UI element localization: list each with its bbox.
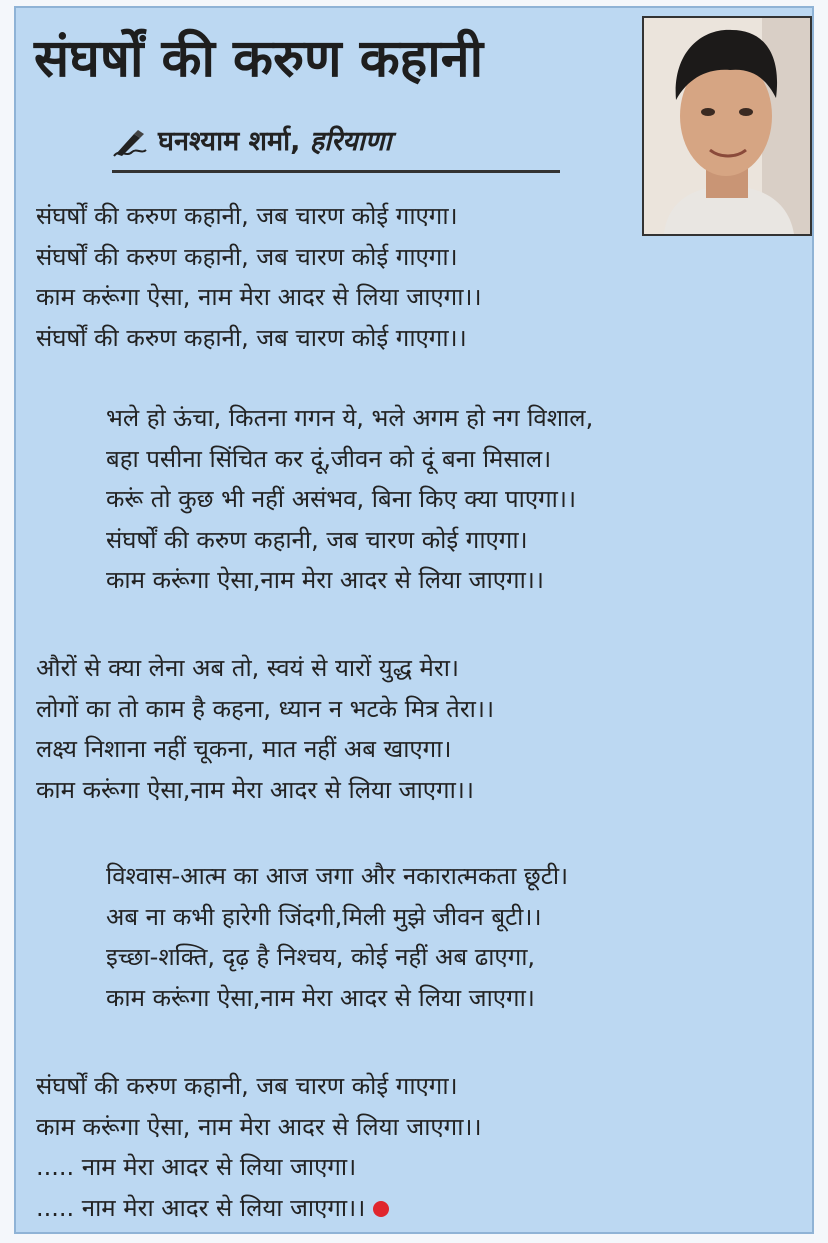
poem-line: ..... नाम मेरा आदर से लिया जाएगा।	[36, 1153, 357, 1181]
stanza-1	[36, 196, 482, 358]
author-photo	[642, 16, 812, 236]
poem-line: औरों से क्या लेना अब तो, स्वयं से यारों युद्ध मेरा।	[36, 654, 460, 682]
poem-line: लक्ष्य निशाना नहीं चूकना, मात नहीं अब खाएगा।	[36, 735, 452, 763]
poem-line: काम करूंगा ऐसा, नाम मेरा आदर से लिया जाएगा।।	[36, 1112, 482, 1141]
poem-line: संघर्षों की करुण कहानी, जब चारण कोई गाएगा।	[106, 525, 528, 554]
poem-line: संघर्षों की करुण कहानी, जब चारण कोई गाएगा।	[36, 1072, 458, 1100]
poem-line: बहा पसीना सिंचित कर दूं,जीवन को दूं बना मिसाल।	[106, 444, 552, 473]
poem-title: संघर्षों की करुण कहानी	[34, 29, 484, 89]
stanza-3	[36, 648, 494, 810]
author-byline	[112, 124, 560, 173]
end-marker-icon	[373, 1201, 389, 1217]
poem-line-last-text: ..... नाम मेरा आदर से लिया जाएगा।।	[36, 1193, 366, 1222]
poem-line: काम करूंगा ऐसा,नाम मेरा आदर से लिया जाएगा।	[106, 983, 535, 1012]
poem-line: संघर्षों की करुण कहानी, जब चारण कोई गाएगा।।	[36, 323, 467, 352]
pen-icon	[112, 128, 148, 158]
poem-line: काम करूंगा ऐसा,नाम मेरा आदर से लिया जाएगा।।	[106, 566, 544, 594]
poem-line: अब ना कभी हारेगी जिंदगी,मिली मुझे जीवन बूटी।।	[106, 902, 542, 931]
poem-line: संघर्षों की करुण कहानी, जब चारण कोई गाएगा।	[36, 242, 458, 271]
poem-line: लोगों का तो काम है कहना, ध्यान न भटके मित्र तेरा।।	[36, 694, 495, 723]
poem-line-last	[36, 1188, 482, 1229]
poem-line: इच्छा-शक्ति, दृढ़ है निश्चय, कोई नहीं अब ढाएगा,	[106, 943, 536, 971]
poem-line: भले हो ऊंचा, कितना गगन ये, भले अगम हो नग विशाल,	[106, 404, 594, 432]
stanza-5	[36, 1066, 482, 1228]
poem-line: काम करूंगा ऐसा, नाम मेरा आदर से लिया जाएगा।।	[36, 283, 482, 311]
stanza-4	[106, 856, 568, 1018]
stanza-2	[106, 398, 593, 601]
poem-line: विश्वास-आत्म का आज जगा और नकारात्मकता छूटी।	[106, 862, 569, 890]
author-portrait-image	[644, 18, 810, 234]
poem-line: काम करूंगा ऐसा,नाम मेरा आदर से लिया जाएगा।।	[36, 775, 474, 804]
author-name: घनश्याम शर्मा,	[158, 126, 301, 157]
author-location: हरियाणा	[309, 126, 392, 157]
poem-clipping	[14, 6, 814, 1234]
poem-line: करूं तो कुछ भी नहीं असंभव, बिना किए क्या पाएगा।।	[106, 485, 577, 513]
poem-line: संघर्षों की करुण कहानी, जब चारण कोई गाएगा।	[36, 202, 458, 230]
